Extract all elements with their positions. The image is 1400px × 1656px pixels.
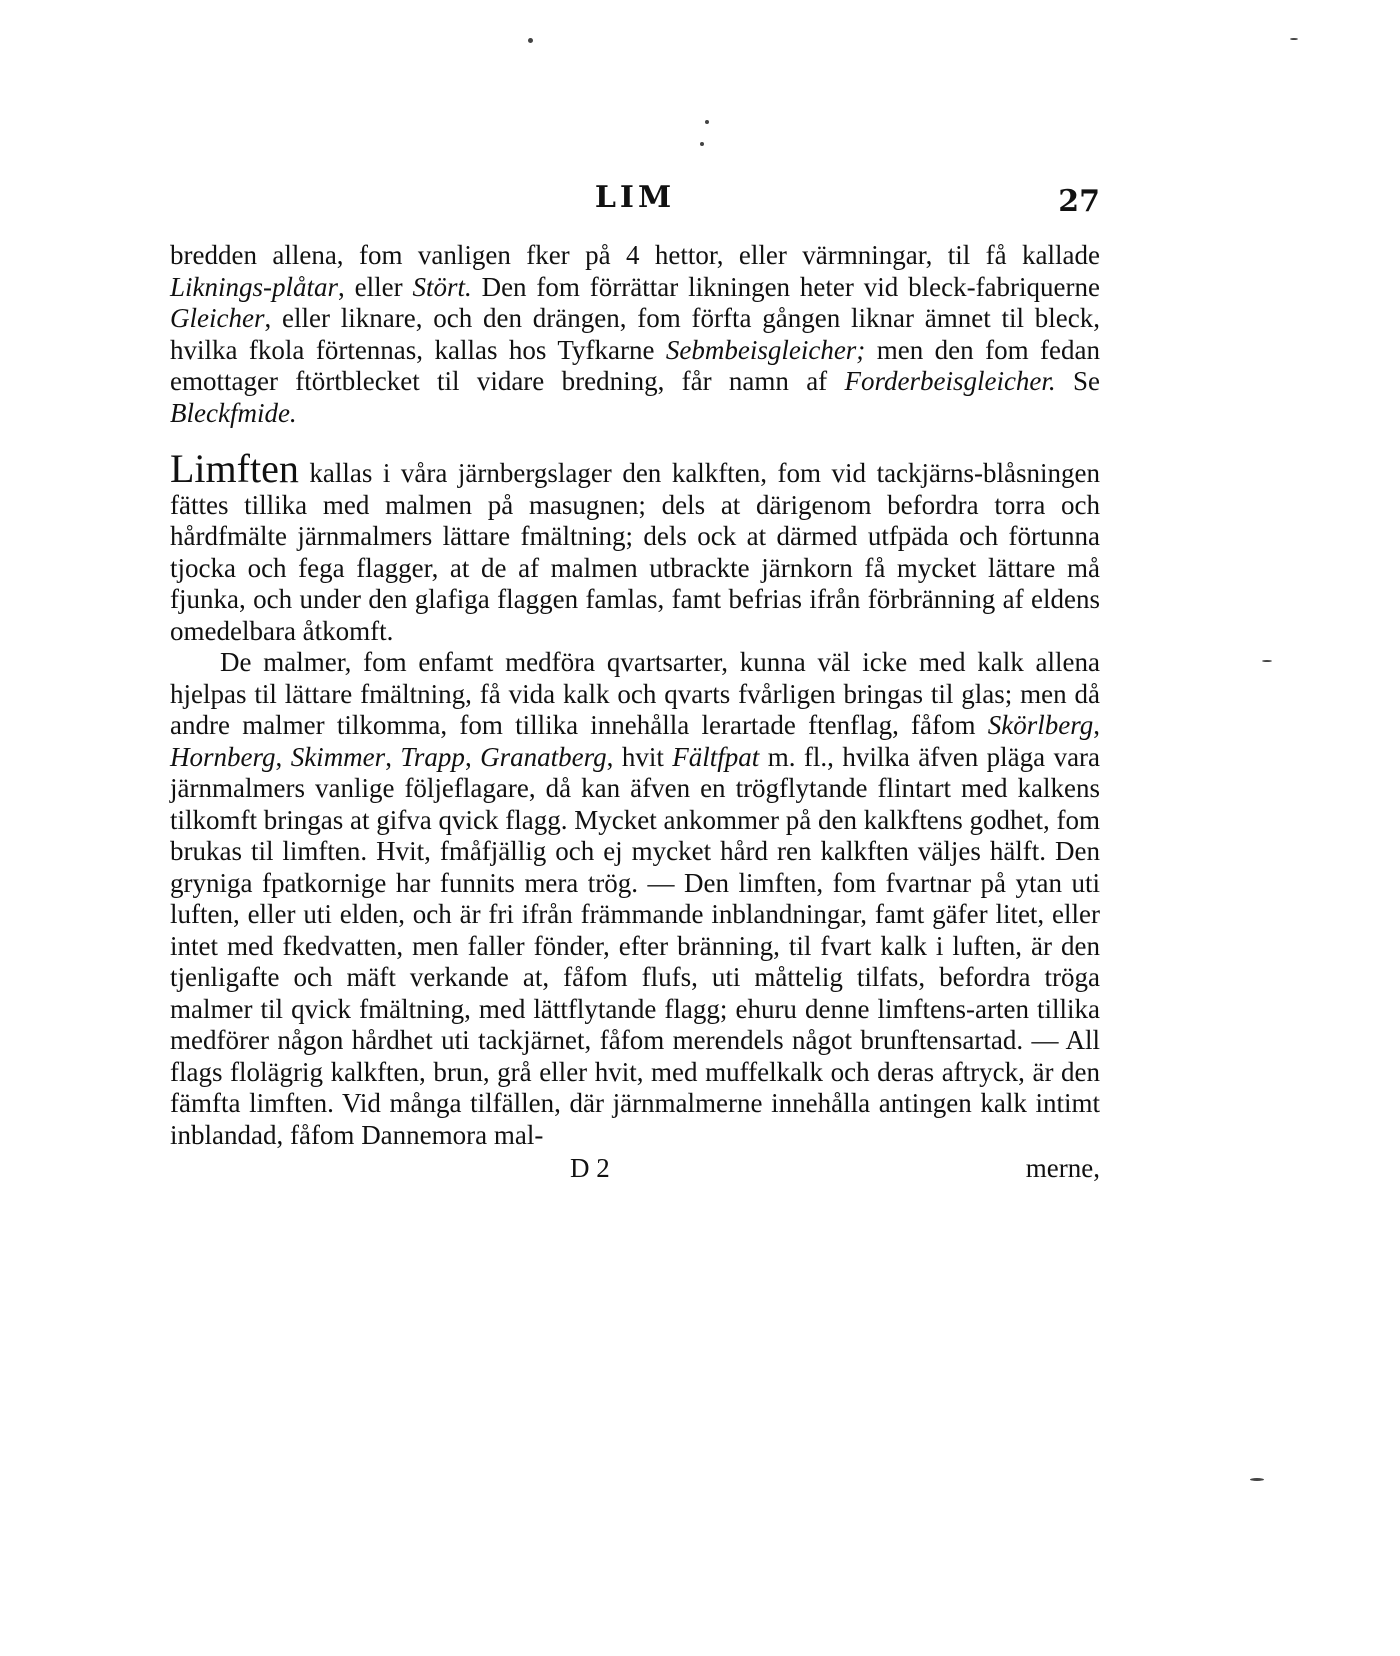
italic-term: Gleicher xyxy=(170,303,265,333)
page-number: 27 xyxy=(1058,184,1100,219)
italic-term: Skimmer xyxy=(290,741,386,772)
italic-term: Stört. xyxy=(412,271,472,302)
italic-term: Fältfpat xyxy=(672,741,760,772)
entry-headword: Limften xyxy=(170,446,299,491)
italic-term: Hornberg xyxy=(170,741,276,772)
text-run: , hvit xyxy=(606,741,673,772)
body-text xyxy=(170,240,1100,1151)
catchword: merne, xyxy=(1025,1153,1100,1183)
italic-term: Trapp xyxy=(400,741,465,772)
italic-term: Forderbeisgleicher. xyxy=(844,366,1056,396)
text-run: Den fom förrättar likningen heter vid bleck-fabriquerne xyxy=(471,271,1100,302)
text-run: , xyxy=(385,741,401,772)
italic-term: Liknings-plåtar xyxy=(170,271,339,302)
scan-speck xyxy=(700,142,704,146)
text-run: De malmer, fom enfamt medföra qvartsarter, kunna väl icke med kalk allena hjelpas til lättare fmältning, få vida kalk och qvarts fvårligen bringas til glas; men då andre malmer tilkomma, fom tillika innehålla lerartade ftenflag, fåfom xyxy=(170,647,1100,740)
text-run: , eller xyxy=(338,271,413,302)
text-run: , eller liknare, och den drängen, fom förfta gången liknar ämnet til bleck, hvilka fkola förtennas, kallas hos Tyfkarne xyxy=(170,303,1100,365)
text-run: , xyxy=(275,741,291,772)
text-run: Se xyxy=(1055,366,1100,396)
paragraph xyxy=(170,446,1100,647)
paragraph xyxy=(170,240,1100,429)
text-run: kallas i våra järnbergslager den kalkften, fom vid tackjärns-blåsningen fättes tillika med malmen på masugnen; dels at därigenom befordra torra och hårdfmälte järnmalmers lättare fmältning; dels ock at därmed utfpäda och förtunna tjocka och fega flagger, at de af malmen utbrackte järnkorn få mycket lättare må fjunka, och under den glafiga flaggen famlas, famt befrias ifrån förbränning af eldens omedelbara åtkomft. xyxy=(170,458,1100,646)
text-run: m. fl., hvilka äfven pläga vara järnmalmers vanlige följeflagare, då kan äfven en trögflytande flintart med kalkens tilkomft bringas at gifva qvick flagg. Mycket ankommer på den kalkftens godhet, fom brukas til limften. Hvit, fmåfjällig och ej mycket hård ren kalkften väljes hälft. Den gryniga fpatkornige har funnits mera trög. — Den limften, fom fvartnar på ytan uti luften, eller uti elden, och är fri ifrån främmande inblandningar, famt gäfer litet, eller intet med fkedvatten, men faller fönder, efter bränning, til fvart kalk i luften, är den tjenligafte och mäft verkande at, fåfom flufs, uti måttelig tilfats, befordra tröga malmer til qvick fmältning, med lättflytande flagg; ehuru denne limftens-arten tillika medförer någon hårdhet uti tackjärnet, fåfom merendels något brunftensartad. — All flags flolägrig kalkften, brun, grå eller hvit, med muffelkalk och deras aftryck, är den fämfta limften. Vid många tilfällen, där järnmalmerne innehålla antingen kalk intimt inblandad, fåfom Dannemora mal- xyxy=(170,741,1101,1150)
italic-term: Sebmbeisgleicher; xyxy=(665,334,866,365)
text-run: bredden allena, fom vanligen fker på 4 hettor, eller värmningar, til få kallade xyxy=(170,240,1100,270)
running-head xyxy=(170,180,1100,240)
running-title: LIM xyxy=(594,180,676,215)
text-run: , xyxy=(464,741,481,772)
italic-term: Bleckfmide. xyxy=(170,397,297,428)
page-footer xyxy=(170,1153,1100,1193)
text-run: men den fom fedan emottager ftörtblecket til vidare bredning, får namn af xyxy=(170,334,1100,396)
paragraph xyxy=(170,647,1100,1151)
scan-speck xyxy=(1262,660,1272,662)
scan-speck xyxy=(528,38,533,43)
italic-term: Skörlberg xyxy=(987,710,1094,740)
scan-speck xyxy=(705,120,709,124)
signature-mark: D 2 xyxy=(570,1153,610,1183)
book-page xyxy=(170,180,1100,1193)
text-run: , xyxy=(1093,710,1100,740)
italic-term: Granatberg xyxy=(480,741,607,772)
scan-speck xyxy=(1290,38,1298,40)
scan-speck xyxy=(1250,1478,1264,1481)
